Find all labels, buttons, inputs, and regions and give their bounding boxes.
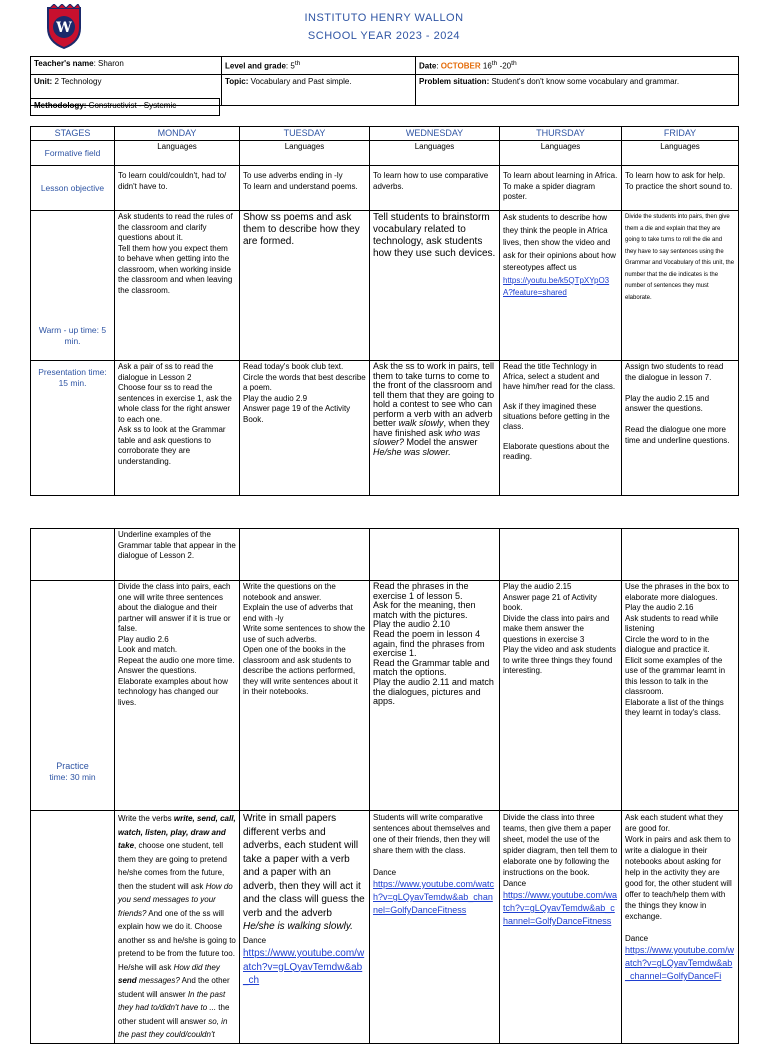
- objective-monday: To learn could/couldn't, had to/ didn't have to.: [115, 166, 240, 211]
- warmup-friday: Divide the students into pairs, then give them a die and explain that they are going to take turns to roll the die and they have to say sentences using the Grammar and Vocabulary of this unit, the number that the die indicates is the number of sentences they must elaborate.: [622, 211, 739, 361]
- warmup-thursday-video-link[interactable]: https://youtu.be/k5QTpXYpO3A?feature=shared: [503, 275, 610, 297]
- cont-stage: [31, 529, 115, 581]
- objective-label: Lesson objective: [31, 166, 115, 211]
- presentation-tuesday: Read today's book club text. Circle the words that best describe a poem. Play the audio 2.9 Answer page 19 of the Activity Book.: [240, 361, 370, 496]
- unit-cell: Unit: 2 Technology: [31, 75, 222, 106]
- practice-tuesday: Write the questions on the notebook and answer. Explain the use of adverbs that end with -ly Write some sentences to show the use of such adverbs. Open one of the books in the classroom and ask students to describe the actions performed, they will write sentences about it in their notebooks.: [240, 581, 370, 811]
- practice2-monday: Write the verbs write, send, call, watch, listen, play, draw and take, choose one student, tell them they are going to pretend he/she comes from the future, then the student will ask How do you send messages to your friends? And one of the ss will explain how we do it. Choose another ss and he/she is going to pretend to be from the future too. He/she will ask How did they send messages? And the other student will answer In the past they had to/didn't have to ... the other student will answer so, in the past they could/couldn't: [115, 811, 240, 1044]
- objective-thursday: To learn about learning in Africa. To make a spider diagram poster.: [500, 166, 622, 211]
- plan-table-1: [30, 126, 739, 496]
- warmup-wednesday: Tell students to brainstorm vocabulary related to technology, ask students how they use such devices.: [370, 211, 500, 361]
- warmup-monday: Ask students to read the rules of the classroom and clarify questions about it. Tell them how you expect them to behave when getting into the classroom, when working inside the classroom and when leaving the classroom.: [115, 211, 240, 361]
- presentation-thursday: Read the title Technlogy in Africa, select a student and have him/her read for the class. Ask if they imagined these situations before getting in the class. Elaborate questions about the reading.: [500, 361, 622, 496]
- objective-friday: To learn how to ask for help. To practice the short sound to.: [622, 166, 739, 211]
- cont-wednesday: [370, 529, 500, 581]
- thursday-dance-link[interactable]: https://www.youtube.com/watch?v=gLQyavTemdw&ab_channel=GolfyDanceFitness: [503, 890, 618, 926]
- warmup-tuesday: Show ss poems and ask them to describe how they are formed.: [240, 211, 370, 361]
- col-wednesday: WEDNESDAY: [370, 127, 500, 141]
- practice2-stage: [31, 811, 115, 1044]
- objective-wednesday: To learn how to use comparative adverbs.: [370, 166, 500, 211]
- school-year: SCHOOL YEAR 2023 - 2024: [307, 30, 461, 42]
- col-stages: STAGES: [31, 127, 115, 141]
- practice-label: Practice time: 30 min: [31, 581, 115, 811]
- col-tuesday: TUESDAY: [240, 127, 370, 141]
- practice2-thursday: Divide the class into three teams, then give them a paper sheet, model the use of the spider diagram, then tell them to elaborate one by following the instructions on the book. Dance https://www.youtube.com/watch?v=gLQyavTemdw&ab_channel=GolfyDanceFitness: [500, 811, 622, 1044]
- topic-cell: Topic: Vocabulary and Past simple.: [222, 75, 416, 106]
- warmup-thursday: Ask students to describe how they think the people in Africa lives, then show the video and ask for their opinions about how stereotypes affect us https://youtu.be/k5QTpXYpO3A?feature=shared: [500, 211, 622, 361]
- level-cell: Level and grade: 5th: [222, 57, 416, 75]
- date-cell: Date: OCTOBER 16th -20th: [416, 57, 739, 75]
- col-thursday: THURSDAY: [500, 127, 622, 141]
- formative-wednesday: Languages: [370, 141, 500, 166]
- presentation-monday: Ask a pair of ss to read the dialogue in Lesson 2 Choose four ss to read the sentences in exercise 1, ask the whole class for the right answer to each one. Ask ss to look at the Grammar table and ask questions to corroborate they are understanding.: [115, 361, 240, 496]
- warmup-label: Warm - up time: 5 min.: [31, 211, 115, 361]
- cont-monday: Underline examples of the Grammar table that appear in the dialogue of Lesson 2.: [115, 529, 240, 581]
- school-name: INSTITUTO HENRY WALLON: [304, 12, 464, 24]
- practice2-wednesday: Students will write comparative sentences about themselves and one of their friends, then they will share them with the class. Dance https://www.youtube.com/watch?v=gLQyavTemdw&ab_channel=GolfyDanceFitness: [370, 811, 500, 1044]
- practice-wednesday: Read the phrases in the exercise 1 of lesson 5. Ask for the meaning, then match with the pictures. Play the audio 2.10 Read the poem in lesson 4 again, find the phrases from exercise 1. Read the Grammar table and match the options. Play the audio 2.11 and match the dialogues, pictures and apps.: [370, 581, 500, 811]
- practice2-friday: Ask each student what they are good for. Work in pairs and ask them to write a dialogue in their notebooks about asking for help in the activity they are good for, the other student will offer to teach/help them with the things they know in exchange. Dance https://www.youtube.com/watch?v=gLQyavTemdw&ab_channel=GolfyDanceFi: [622, 811, 739, 1044]
- wednesday-dance-link[interactable]: https://www.youtube.com/watch?v=gLQyavTemdw&ab_channel=GolfyDanceFitness: [373, 879, 495, 915]
- presentation-wednesday: Ask the ss to work in pairs, tell them to take turns to come to the front of the classroom and tell them that they are going to hold a contest to see who can perform a verb with an adverb better walk slowly, when they have finished ask who was slower? Model the answer He/she was slower.: [370, 361, 500, 496]
- formative-friday: Languages: [622, 141, 739, 166]
- practice-monday: Divide the class into pairs, each one will write three sentences about the dialogue and their partner will answer if it is true or false. Play audio 2.6 Look and match. Repeat the audio one more time. Answer the questions. Elaborate examples about how technology has changed our lives.: [115, 581, 240, 811]
- methodology-cell: Methodology: Constructivist - Systemic: [31, 99, 220, 116]
- col-friday: FRIDAY: [622, 127, 739, 141]
- teacher-cell: Teacher's name: Sharon: [31, 57, 222, 75]
- presentation-label: Presentation time: 15 min.: [31, 361, 115, 496]
- methodology-table: [30, 98, 220, 116]
- formative-label: Formative field: [31, 141, 115, 166]
- school-crest-logo: [44, 4, 84, 50]
- practice2-tuesday: Write in small papers different verbs and adverbs, each student will take a paper with a verb and a paper with an adverb, then they will act it and the class will guess the verb and the adverb He/she is walking slowly. Dance https://www.youtube.com/watch?v=gLQyavTemdw&ab_ch: [240, 811, 370, 1044]
- cont-friday: [622, 529, 739, 581]
- problem-cell: Problem situation: Student's don't know some vocabulary and grammar.: [416, 75, 739, 106]
- formative-tuesday: Languages: [240, 141, 370, 166]
- objective-tuesday: To use adverbs ending in -ly To learn and understand poems.: [240, 166, 370, 211]
- plan-table-2: [30, 528, 739, 1044]
- practice-friday: Use the phrases in the box to elaborate more dialogues. Play the audio 2.16 Ask students to read while listening Circle the word to in the dialogue and practice it. Elicit some examples of the use of the grammar learnt in this lesson to talk in the classroom. Elaborate a list of the things they learnt in today's class.: [622, 581, 739, 811]
- friday-dance-link[interactable]: https://www.youtube.com/watch?v=gLQyavTemdw&ab_channel=GolfyDanceFi: [625, 945, 735, 981]
- formative-monday: Languages: [115, 141, 240, 166]
- logo-letter: W: [56, 20, 72, 36]
- presentation-friday: Assign two students to read the dialogue in lesson 7. Play the audio 2.15 and answer the questions. Read the dialogue one more time and underline questions.: [622, 361, 739, 496]
- formative-thursday: Languages: [500, 141, 622, 166]
- cont-tuesday: [240, 529, 370, 581]
- tuesday-dance-link[interactable]: https://www.youtube.com/watch?v=gLQyavTemdw&ab_ch: [243, 948, 365, 986]
- practice-thursday: Play the audio 2.15 Answer page 21 of Activity book. Divide the class into pairs and make them answer the questions in exercise 3 Play the video and ask students to write three things they found interesting.: [500, 581, 622, 811]
- col-monday: MONDAY: [115, 127, 240, 141]
- cont-thursday: [500, 529, 622, 581]
